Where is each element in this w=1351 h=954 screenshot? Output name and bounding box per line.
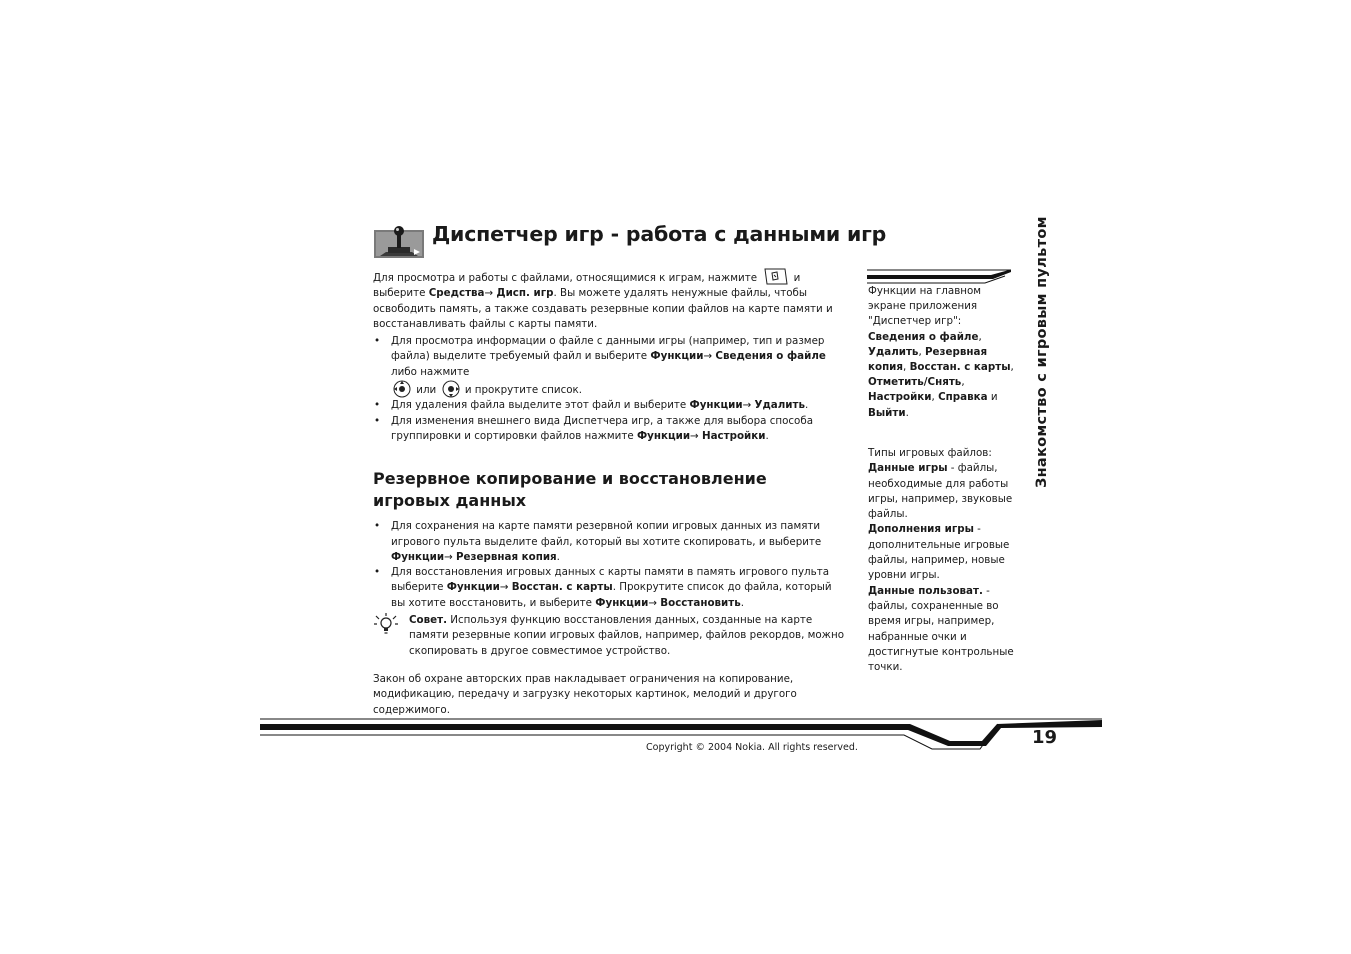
menu-path: Функции [446,581,500,594]
menu-path: Восстан. с карты [511,581,613,594]
chapter-title: Знакомство с игровым пультом [1034,216,1050,488]
sidebar-intro: Функции на главном экране приложения "Диспетчер игр": [868,285,982,328]
menu-path: Восстановить [660,596,741,609]
page-title: Диспетчер игр - работа с данными игр [432,222,887,246]
file-type-desc: - файлы, сохраненные во время игры, например, набранные очки и достигнутые контрольные точки. [868,584,1014,674]
joystick-scroll-icon [442,380,460,398]
separator: , [978,330,982,343]
menu-path: Функции [595,596,649,609]
menu-path: Средства [428,287,485,300]
file-type-name: Данные пользоват. [868,584,983,597]
item-text: . Прокрутите список до файла, который вы хотите восстановить, и выберите [391,581,832,609]
intro-paragraph [373,268,849,332]
menu-path: Функции [636,429,691,442]
legal-note: Закон об охране авторских прав накладывает ограничения на копирование, модификацию, передачу и загрузку некоторых картинок, мелодий и другого содержимого. [373,672,797,716]
arrow: → [484,287,494,300]
lightbulb-icon [373,612,399,636]
sidebar-rule [867,266,1011,286]
menu-path: Функции [689,399,743,412]
item-text: . [804,399,809,412]
bullet-list [373,334,849,444]
function-name: Настройки [868,391,932,404]
item-text: . [765,429,769,442]
item-text: либо нажмите [391,365,470,378]
main-content [373,268,849,718]
item-text: Для сохранения на карте памяти резервной копии игровых данных из памяти игрового пульта выделите файл, который вы хотите скопировать, и выберите [391,520,822,548]
item-text: Для восстановления игровых данных с карты памяти в память игрового пульта выберите [391,566,830,594]
separator: , [903,361,907,374]
item-text: Для просмотра информации о файле с данными игры (например, тип и размер файла) выделите требуемый файл и выберите [391,335,825,363]
arrow: → [703,350,713,363]
arrow: → [742,399,752,412]
joystick-scroll-icon [393,380,411,398]
sidebar-file-types [868,446,1014,675]
joystick-icon [374,225,424,258]
arrow: → [690,429,699,442]
function-name: Резервная копия [868,345,988,374]
section-heading: Резервное копирование и восстановление игровых данных [373,469,767,511]
function-name: Справка [938,391,988,404]
list-item [373,334,849,398]
file-type-name: Данные игры [868,462,948,475]
list-item [373,414,849,445]
menu-path: Удалить [754,399,805,412]
item-text: или [416,384,437,397]
menu-path: Резервная копия [456,550,557,563]
tip-text: Используя функцию восстановления данных, созданные на карте памяти резервные копии игровых файлов, например, файлов рекордов, можно скопировать в другое совместимое устройство. [409,614,844,657]
list-item [373,398,849,413]
file-type-name: Дополнения игры [868,523,974,536]
item-text: . [556,550,560,563]
function-name: Отметить/Снять [868,376,962,389]
separator: , [918,345,922,358]
sidebar-functions [868,284,1014,421]
copyright-text: Copyright © 2004 Nokia. All rights reserved. [646,742,858,753]
file-type-desc: - дополнительные игровые файлы, например, новые уровни игры. [868,523,1010,582]
tip-label: Совет. [409,614,448,627]
intro-text: и выберите [373,272,801,300]
arrow: → [499,581,509,594]
item-text: и прокрутите список. [464,384,583,397]
menu-path: Дисп. игр [496,287,554,300]
separator: , [1010,361,1014,374]
list-item [373,519,849,565]
function-name: Выйти [868,406,906,419]
arrow: → [648,596,657,609]
page-number: 19 [1032,727,1058,748]
item-text: Для удаления файла выделите этот файл и выберите [391,399,687,412]
menu-path: Настройки [701,429,766,442]
function-name: Сведения о файле [868,330,979,343]
file-type-desc: - файлы, необходимые для работы игры, например, звуковые файлы. [868,462,1013,521]
menu-key-icon [762,268,788,285]
separator: , [961,376,965,389]
menu-path: Сведения о файле [715,350,826,363]
item-text: Для изменения внешнего вида Диспетчера игр, а также для выбора способа группировки и сортировки файлов нажмите [391,414,814,442]
arrow: → [444,550,453,563]
separator: . [905,406,909,419]
menu-path: Функции [391,550,445,563]
intro-text: . Вы можете удалять ненужные файлы, чтобы освободить память, а также создавать резервные копии файлов на карте памяти и восстанавливать файлы с карты памяти. [373,287,833,330]
function-name: Удалить [868,345,919,358]
bullet-list [373,519,849,611]
sidebar-intro: Типы игровых файлов: [868,447,992,459]
item-text: . [740,596,745,609]
separator: и [990,391,998,404]
tip-block [373,613,849,659]
list-item [373,565,849,611]
function-name: Восстан. с карты [909,361,1011,374]
intro-text: Для просмотра и работы с файлами, относящимися к играм, нажмите [373,272,758,284]
menu-path: Функции [650,350,704,363]
separator: , [931,391,935,404]
